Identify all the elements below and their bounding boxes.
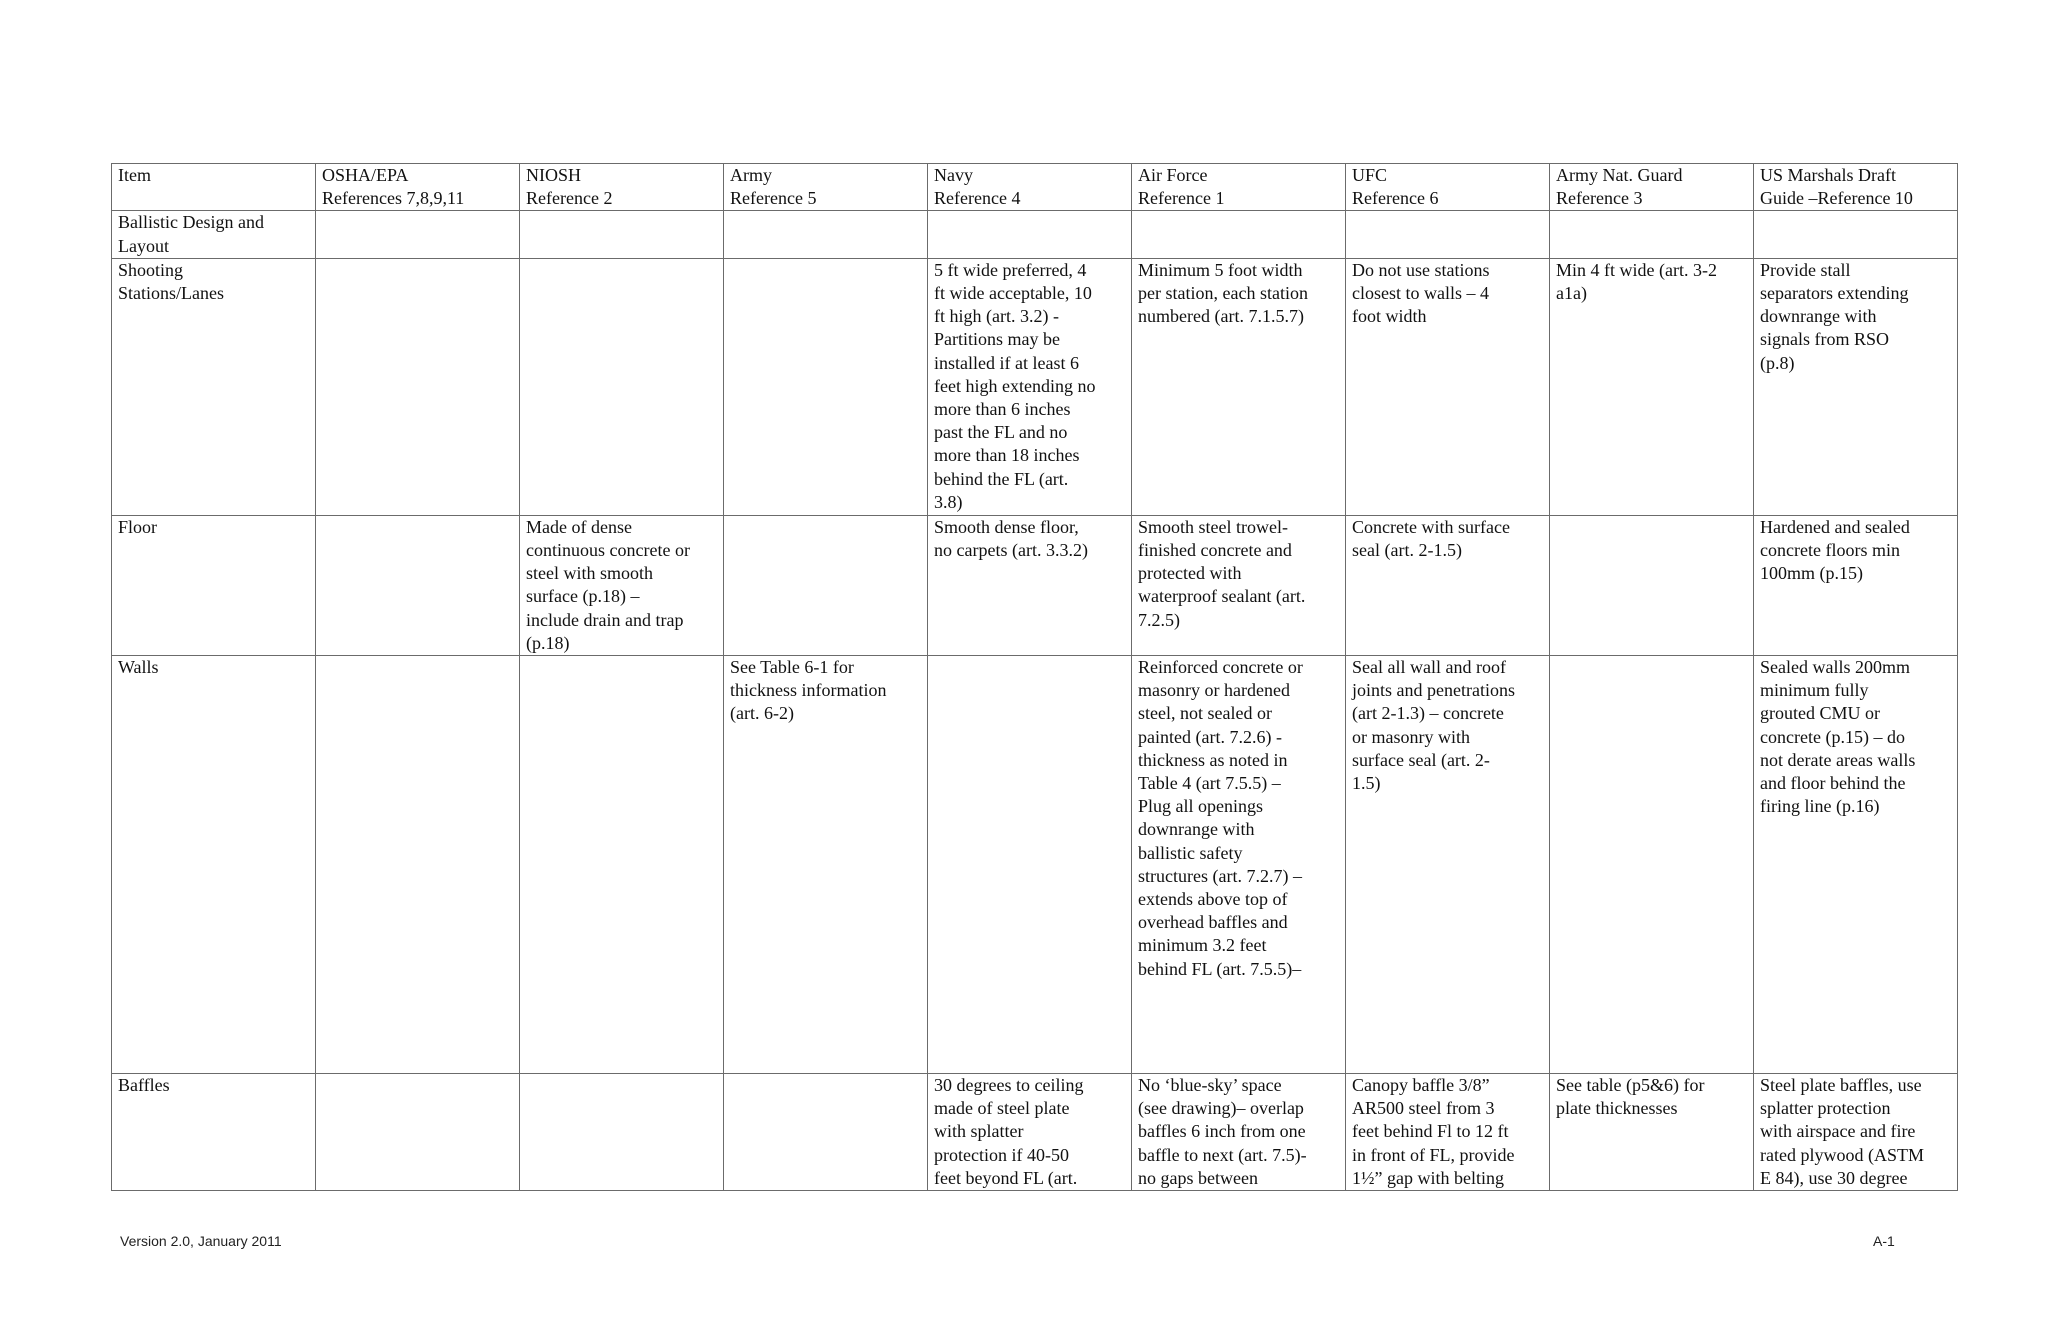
- header-air-force: Air Force Reference 1: [1132, 164, 1346, 211]
- row-item-label: Baffles: [112, 1074, 316, 1191]
- table-cell: [316, 211, 520, 258]
- table-cell: Provide stall separators extending downrange with signals from RSO (p.8): [1754, 258, 1958, 515]
- table-cell: [1550, 515, 1754, 655]
- table-cell: [1754, 211, 1958, 258]
- table-cell: Smooth steel trowel- finished concrete and protected with waterproof sealant (art. 7.2.5): [1132, 515, 1346, 655]
- table-cell: [520, 1074, 724, 1191]
- table-cell: 30 degrees to ceiling made of steel plate with splatter protection if 40-50 feet beyond FL (art.: [928, 1074, 1132, 1191]
- table-cell: Canopy baffle 3/8” AR500 steel from 3 feet behind Fl to 12 ft in front of FL, provide 1½” gap with belting: [1346, 1074, 1550, 1191]
- comparison-table: [111, 163, 1958, 1191]
- table-cell: [724, 1074, 928, 1191]
- table-cell: [316, 515, 520, 655]
- header-item: Item: [112, 164, 316, 211]
- table-cell: Smooth dense floor, no carpets (art. 3.3.2): [928, 515, 1132, 655]
- row-item-label: Shooting Stations/Lanes: [112, 258, 316, 515]
- table-cell: Reinforced concrete or masonry or hardened steel, not sealed or painted (art. 7.2.6) - thickness as noted in Table 4 (art 7.5.5) – Plug all openings downrange with ballistic safety structures (art. 7.2.7) – extends above top of overhead baffles and minimum 3.2 feet behind FL (art. 7.5.5)–: [1132, 656, 1346, 1074]
- table-row: [112, 258, 1958, 515]
- table-cell: See Table 6-1 for thickness information (art. 6-2): [724, 656, 928, 1074]
- table-cell: [1550, 656, 1754, 1074]
- table-cell: Do not use stations closest to walls – 4 foot width: [1346, 258, 1550, 515]
- table-cell: Hardened and sealed concrete floors min 100mm (p.15): [1754, 515, 1958, 655]
- footer-version: Version 2.0, January 2011: [120, 1233, 282, 1249]
- table-cell: No ‘blue-sky’ space (see drawing)– overlap baffles 6 inch from one baffle to next (art. 7.5)- no gaps between: [1132, 1074, 1346, 1191]
- table-cell: 5 ft wide preferred, 4 ft wide acceptable, 10 ft high (art. 3.2) - Partitions may be installed if at least 6 feet high extending no more than 6 inches past the FL and no more than 18 inches behind the FL (art. 3.8): [928, 258, 1132, 515]
- table-cell: [520, 656, 724, 1074]
- table-cell: [1132, 211, 1346, 258]
- header-row: [112, 164, 1958, 211]
- table-row: [112, 656, 1958, 1074]
- table-cell: [724, 515, 928, 655]
- header-niosh: NIOSH Reference 2: [520, 164, 724, 211]
- table-cell: [724, 258, 928, 515]
- table-cell: Min 4 ft wide (art. 3-2 a1a): [1550, 258, 1754, 515]
- row-item-label: Walls: [112, 656, 316, 1074]
- table-cell: Seal all wall and roof joints and penetrations (art 2-1.3) – concrete or masonry with surface seal (art. 2- 1.5): [1346, 656, 1550, 1074]
- header-army: Army Reference 5: [724, 164, 928, 211]
- header-army-nat-guard: Army Nat. Guard Reference 3: [1550, 164, 1754, 211]
- row-item-label: Floor: [112, 515, 316, 655]
- header-osha-epa: OSHA/EPA References 7,8,9,11: [316, 164, 520, 211]
- table-cell: Steel plate baffles, use splatter protection with airspace and fire rated plywood (ASTM E 84), use 30 degree: [1754, 1074, 1958, 1191]
- table-cell: [316, 258, 520, 515]
- table-cell: [724, 211, 928, 258]
- table-cell: [928, 656, 1132, 1074]
- header-ufc: UFC Reference 6: [1346, 164, 1550, 211]
- table-row: [112, 1074, 1958, 1191]
- footer-page-number: A-1: [1873, 1233, 1895, 1249]
- table-cell: See table (p5&6) for plate thicknesses: [1550, 1074, 1754, 1191]
- section-title: Ballistic Design and Layout: [112, 211, 316, 258]
- table-cell: Concrete with surface seal (art. 2-1.5): [1346, 515, 1550, 655]
- table-cell: [1346, 211, 1550, 258]
- table-cell: [520, 211, 724, 258]
- section-row: [112, 211, 1958, 258]
- table-cell: Sealed walls 200mm minimum fully grouted CMU or concrete (p.15) – do not derate areas walls and floor behind the firing line (p.16): [1754, 656, 1958, 1074]
- table-cell: Minimum 5 foot width per station, each station numbered (art. 7.1.5.7): [1132, 258, 1346, 515]
- table-cell: Made of dense continuous concrete or steel with smooth surface (p.18) – include drain and trap (p.18): [520, 515, 724, 655]
- table-cell: [1550, 211, 1754, 258]
- table-cell: [316, 656, 520, 1074]
- table-row: [112, 515, 1958, 655]
- header-us-marshals: US Marshals Draft Guide –Reference 10: [1754, 164, 1958, 211]
- table-cell: [520, 258, 724, 515]
- table-cell: [928, 211, 1132, 258]
- table-cell: [316, 1074, 520, 1191]
- header-navy: Navy Reference 4: [928, 164, 1132, 211]
